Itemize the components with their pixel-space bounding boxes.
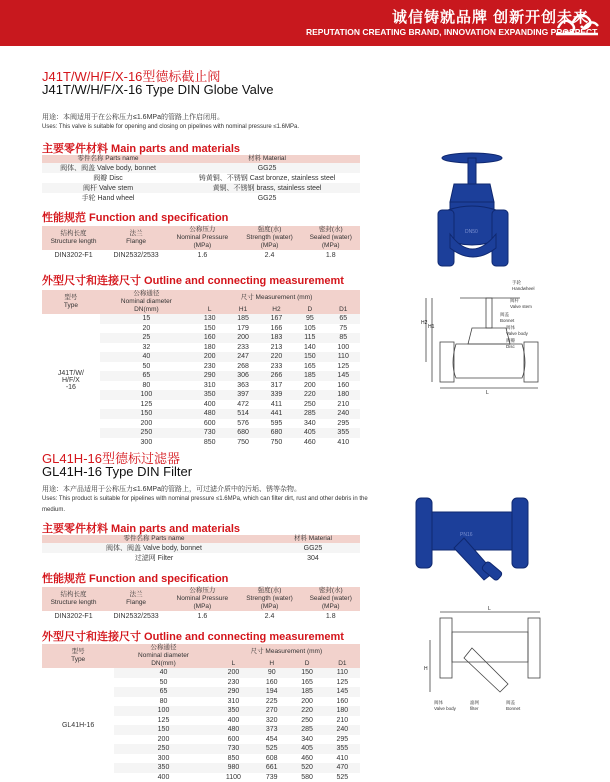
table-cell: 140 (293, 343, 326, 353)
parts-header-name: 零件名称 Parts name (42, 155, 174, 163)
table-row: 阀体、阀盖 Valve body, bonnet GG25 (42, 163, 360, 173)
table-cell: 50 (114, 678, 213, 688)
table-cell: 160 (327, 381, 360, 391)
table-cell: 576 (226, 419, 259, 429)
valve-parts-heading: 主要零件材料 Main parts and materials (42, 140, 240, 156)
table-cell: 350 (114, 763, 213, 773)
filter-label-filter: 滤网 filter (470, 700, 479, 711)
table-cell: 270 (254, 706, 289, 716)
table-cell: 397 (226, 390, 259, 400)
table-cell: 90 (254, 668, 289, 678)
table-cell: 268 (226, 362, 259, 372)
table-cell: 285 (293, 409, 326, 419)
func-header-strength: 强度(水) Strength (water) (MPa) (238, 226, 302, 250)
dim-header-dn-unit: DN(mm) (100, 306, 193, 314)
table-cell: 75 (327, 324, 360, 334)
table-cell: 250 (100, 428, 193, 438)
dim-col-h2: H2 (260, 306, 293, 314)
filter-dim-col-l: L (213, 660, 254, 668)
table-cell: 410 (325, 754, 360, 764)
func-header-sealed: 密封(水) Sealed (water) (MPa) (301, 226, 360, 250)
table-cell: 145 (327, 371, 360, 381)
table-cell: 225 (254, 697, 289, 707)
table-cell: 200 (289, 697, 324, 707)
table-cell: 85 (327, 333, 360, 343)
table-cell: 233 (226, 343, 259, 353)
filter-dim-header-measurement: 尺寸 Measurement (mm) (213, 644, 360, 660)
table-cell: 739 (254, 773, 289, 782)
valve-label-stem: 阀杆 Valve stem (510, 298, 532, 309)
table-cell: 300 (114, 754, 213, 764)
table-cell: 95 (293, 314, 326, 324)
table-cell: 213 (260, 343, 293, 353)
table-cell: 150 (289, 668, 324, 678)
table-cell: 125 (327, 362, 360, 372)
table-cell: 400 (213, 716, 254, 726)
valve-parts-table (42, 155, 360, 203)
filter-func-header-flange: 法兰 Flange (105, 587, 167, 611)
type-label: GL41H-16 (42, 668, 114, 782)
table-cell: 355 (325, 744, 360, 754)
filter-func-header-pressure: 公称压力 Nominal Pressure (MPa) (167, 587, 237, 611)
table-cell: 460 (293, 438, 326, 448)
table-cell: 160 (325, 697, 360, 707)
table-cell: 65 (114, 687, 213, 697)
filter-title-cn: GL41H-16型德标过滤器 (42, 448, 180, 467)
func-header-pressure: 公称压力 Nominal Pressure (MPa) (167, 226, 237, 250)
valve-usage-cn: 用途：本阀适用于在公称压力≤1.6MPa的管路上作启闭用。 (42, 112, 224, 122)
table-cell: 185 (226, 314, 259, 324)
table-cell: 165 (293, 362, 326, 372)
table-cell: 310 (213, 697, 254, 707)
table-cell: 441 (260, 409, 293, 419)
parts-header-material: 材料 Material (174, 155, 360, 163)
table-cell: 65 (100, 371, 193, 381)
table-cell: 295 (325, 735, 360, 745)
valve-title-cn: J41T/W/H/F/X-16型德标截止阀 (42, 66, 220, 85)
table-cell: 115 (293, 333, 326, 343)
filter-dim-header-dn: 公称通径 Nominal diameter (114, 644, 213, 660)
dim-header-dn: 公称通径 Nominal diameter (100, 290, 193, 306)
table-cell: 306 (226, 371, 259, 381)
dim-col-d: D (293, 306, 326, 314)
table-cell: 310 (193, 381, 226, 391)
table-cell: 160 (193, 333, 226, 343)
table-cell: 355 (327, 428, 360, 438)
table-cell: 200 (193, 352, 226, 362)
table-cell: 600 (213, 735, 254, 745)
table-row: 过滤网 Filter 304 (42, 553, 360, 563)
filter-dim-header-type: 型号 Type (42, 644, 114, 668)
table-cell: 250 (114, 744, 213, 754)
filter-func-heading: 性能规范 Function and specification (42, 570, 228, 586)
dim-col-d1: D1 (327, 306, 360, 314)
func-header-length: 结构长度 Structure length (42, 226, 105, 250)
table-cell: 100 (100, 390, 193, 400)
table-cell: 110 (327, 352, 360, 362)
drawing-label-h1: H1 (428, 324, 435, 330)
svg-text:DN50: DN50 (465, 229, 478, 235)
table-cell: 480 (193, 409, 226, 419)
filter-parts-header-material: 材料 Material (266, 535, 360, 543)
table-row (42, 668, 360, 678)
table-cell: 200 (293, 381, 326, 391)
filter-dim-heading: 外型尺寸和连接尺寸 Outline and connecting measurememt (42, 628, 344, 644)
table-cell: 520 (289, 763, 324, 773)
table-cell: 850 (213, 754, 254, 764)
table-cell: 410 (327, 438, 360, 448)
table-cell: 32 (100, 343, 193, 353)
table-cell: 220 (289, 706, 324, 716)
table-cell: 266 (260, 371, 293, 381)
table-cell: 339 (260, 390, 293, 400)
table-cell: 179 (226, 324, 259, 334)
dim-col-l: L (193, 306, 226, 314)
table-cell: 285 (289, 725, 324, 735)
table-cell: 1100 (213, 773, 254, 782)
table-cell: 220 (293, 390, 326, 400)
table-cell: 150 (114, 725, 213, 735)
dim-header-type: 型号 Type (42, 290, 100, 314)
valve-label-handwheel: 手轮 Handwheel (512, 280, 535, 291)
globe-valve-drawing (420, 284, 560, 396)
table-cell: 290 (213, 687, 254, 697)
table-cell: 180 (325, 706, 360, 716)
table-cell: 595 (260, 419, 293, 429)
valve-label-disc: 阀瓣 Disc (506, 338, 515, 349)
table-cell: 233 (260, 362, 293, 372)
filter-dim-col-h: H (254, 660, 289, 668)
table-cell: 400 (193, 400, 226, 410)
table-cell: 363 (226, 381, 259, 391)
table-cell: 65 (327, 314, 360, 324)
filter-drawing-label-l: L (488, 606, 491, 612)
table-cell: 80 (114, 697, 213, 707)
table-cell: 580 (289, 773, 324, 782)
table-cell: 730 (193, 428, 226, 438)
table-cell: 25 (100, 333, 193, 343)
valve-label-bonnet: 阀盖 Bonnet (500, 312, 514, 323)
table-cell: 185 (293, 371, 326, 381)
valve-dim-heading: 外型尺寸和连接尺寸 Outline and connecting measurememt (42, 272, 344, 288)
filter-usage-en: Uses: This product is suitable for pipelines with nominal pressure ≤1.6MPa, which can filter dirt, rust and other debris in the medium. (42, 494, 382, 516)
table-row (42, 314, 360, 324)
table-cell: 200 (226, 333, 259, 343)
auspicious-cloud-icon (554, 6, 602, 40)
table-cell: 680 (260, 428, 293, 438)
table-cell: 411 (260, 400, 293, 410)
table-cell: 250 (289, 716, 324, 726)
table-cell: 350 (213, 706, 254, 716)
filter-func-header-sealed: 密封(水) Sealed (water) (MPa) (301, 587, 360, 611)
table-cell: 608 (254, 754, 289, 764)
table-cell: 250 (293, 400, 326, 410)
filter-label-body: 阀体 Valve body (434, 700, 456, 711)
table-cell: 240 (327, 409, 360, 419)
banner-slogan-en: REPUTATION CREATING BRAND, INNOVATION EXPANDING PROSPECT (306, 27, 597, 37)
table-cell: 125 (100, 400, 193, 410)
valve-usage-en: Uses: This valve is suitable for opening and closing on pipelines with nominal pressure ≤1.6MPa. (42, 122, 382, 133)
table-cell: 750 (260, 438, 293, 448)
table-cell: 300 (100, 438, 193, 448)
table-cell: 40 (100, 352, 193, 362)
y-filter-photo (412, 488, 532, 584)
table-cell: 210 (325, 716, 360, 726)
table-cell: 150 (193, 324, 226, 334)
table-cell: 50 (100, 362, 193, 372)
table-cell: 110 (325, 668, 360, 678)
table-cell: 470 (325, 763, 360, 773)
filter-dim-table (42, 644, 360, 782)
filter-dim-col-d1: D1 (325, 660, 360, 668)
table-cell: 200 (114, 735, 213, 745)
y-filter-drawing (420, 606, 560, 702)
table-cell: 730 (213, 744, 254, 754)
table-cell: 220 (260, 352, 293, 362)
table-cell: 167 (260, 314, 293, 324)
filter-dim-header-dn-unit: DN(mm) (114, 660, 213, 668)
drawing-label-h2: H2 (421, 320, 428, 326)
drawing-label-l: L (486, 390, 489, 396)
table-cell: 166 (260, 324, 293, 334)
table-cell: 20 (100, 324, 193, 334)
table-cell: 100 (114, 706, 213, 716)
filter-parts-heading: 主要零件材料 Main parts and materials (42, 520, 240, 536)
table-cell: 125 (325, 678, 360, 688)
valve-func-table (42, 226, 360, 261)
banner-slogan-cn: 诚信铸就品牌 创新开创未来 (392, 6, 589, 27)
filter-parts-header-name: 零件名称 Parts name (42, 535, 266, 543)
table-cell: 317 (260, 381, 293, 391)
top-banner (0, 0, 610, 46)
table-cell: 373 (254, 725, 289, 735)
table-cell: 145 (325, 687, 360, 697)
filter-dim-col-d: D (289, 660, 324, 668)
filter-drawing-label-h: H (424, 666, 428, 672)
table-cell: 15 (100, 314, 193, 324)
filter-func-header-length: 结构长度 Structure length (42, 587, 105, 611)
filter-func-table (42, 587, 360, 622)
table-cell: 400 (114, 773, 213, 782)
dim-header-measurement: 尺寸 Measurement (mm) (193, 290, 360, 306)
table-row: 阀杆 Valve stem 黄铜、不锈钢 brass, stainless steel (42, 183, 360, 193)
table-cell: 850 (193, 438, 226, 448)
table-cell: 100 (327, 343, 360, 353)
table-cell: 680 (226, 428, 259, 438)
table-cell: 165 (289, 678, 324, 688)
table-cell: 230 (213, 678, 254, 688)
table-cell: 405 (289, 744, 324, 754)
valve-dim-table (42, 290, 360, 447)
table-cell: 130 (193, 314, 226, 324)
table-cell: 405 (293, 428, 326, 438)
table-cell: 980 (213, 763, 254, 773)
table-cell: 320 (254, 716, 289, 726)
table-cell: 247 (226, 352, 259, 362)
filter-func-header-strength: 强度(水) Strength (water) (MPa) (238, 587, 302, 611)
table-cell: 514 (226, 409, 259, 419)
valve-label-body: 阀体 Valve body (506, 325, 528, 336)
table-cell: 525 (254, 744, 289, 754)
filter-label-bonnet: 阀盖 Bonnet (506, 700, 520, 711)
table-cell: 240 (325, 725, 360, 735)
table-cell: 180 (327, 390, 360, 400)
table-cell: 80 (100, 381, 193, 391)
globe-valve-photo (420, 148, 530, 280)
table-cell: 150 (100, 409, 193, 419)
table-cell: 750 (226, 438, 259, 448)
table-cell: 160 (254, 678, 289, 688)
table-cell: 200 (100, 419, 193, 429)
table-cell: 200 (213, 668, 254, 678)
table-cell: 472 (226, 400, 259, 410)
table-cell: 525 (325, 773, 360, 782)
type-label: J41T/W/ H/F/X -16 (42, 314, 100, 447)
table-cell: 210 (327, 400, 360, 410)
table-cell: 340 (289, 735, 324, 745)
filter-title-en: GL41H-16 Type DIN Filter (42, 464, 192, 479)
filter-usage-cn: 用途：本产品适用于公称压力≤1.6MPa的管路上，可过滤介质中的污垢、锈等杂物。 (42, 484, 301, 494)
table-cell: 480 (213, 725, 254, 735)
table-cell: 290 (193, 371, 226, 381)
table-cell: 194 (254, 687, 289, 697)
table-cell: 105 (293, 324, 326, 334)
table-cell: 40 (114, 668, 213, 678)
valve-func-heading: 性能规范 Function and specification (42, 209, 228, 225)
table-cell: 350 (193, 390, 226, 400)
table-row: 手轮 Hand wheel GG25 (42, 193, 360, 203)
table-cell: 454 (254, 735, 289, 745)
table-row: 阀瓣 Disc 铸黄铜、不锈钢 Cast bronze, stainless steel (42, 173, 360, 183)
table-cell: 185 (289, 687, 324, 697)
table-cell: 150 (293, 352, 326, 362)
func-header-flange: 法兰 Flange (105, 226, 167, 250)
table-row: 阀体、阀盖 Valve body, bonnet GG25 (42, 543, 360, 553)
table-cell: 295 (327, 419, 360, 429)
svg-text:PN16: PN16 (460, 532, 473, 538)
table-cell: 460 (289, 754, 324, 764)
filter-parts-table (42, 535, 360, 563)
table-row: DIN3202-F1 DIN2532/2533 1.6 2.4 1.8 (42, 611, 360, 622)
table-cell: 230 (193, 362, 226, 372)
table-cell: 340 (293, 419, 326, 429)
valve-title-en: J41T/W/H/F/X-16 Type DIN Globe Valve (42, 82, 273, 97)
table-cell: 180 (193, 343, 226, 353)
table-cell: 661 (254, 763, 289, 773)
table-cell: 183 (260, 333, 293, 343)
table-cell: 125 (114, 716, 213, 726)
table-row: DIN3202-F1 DIN2532/2533 1.6 2.4 1.8 (42, 250, 360, 261)
table-cell: 600 (193, 419, 226, 429)
dim-col-h1: H1 (226, 306, 259, 314)
